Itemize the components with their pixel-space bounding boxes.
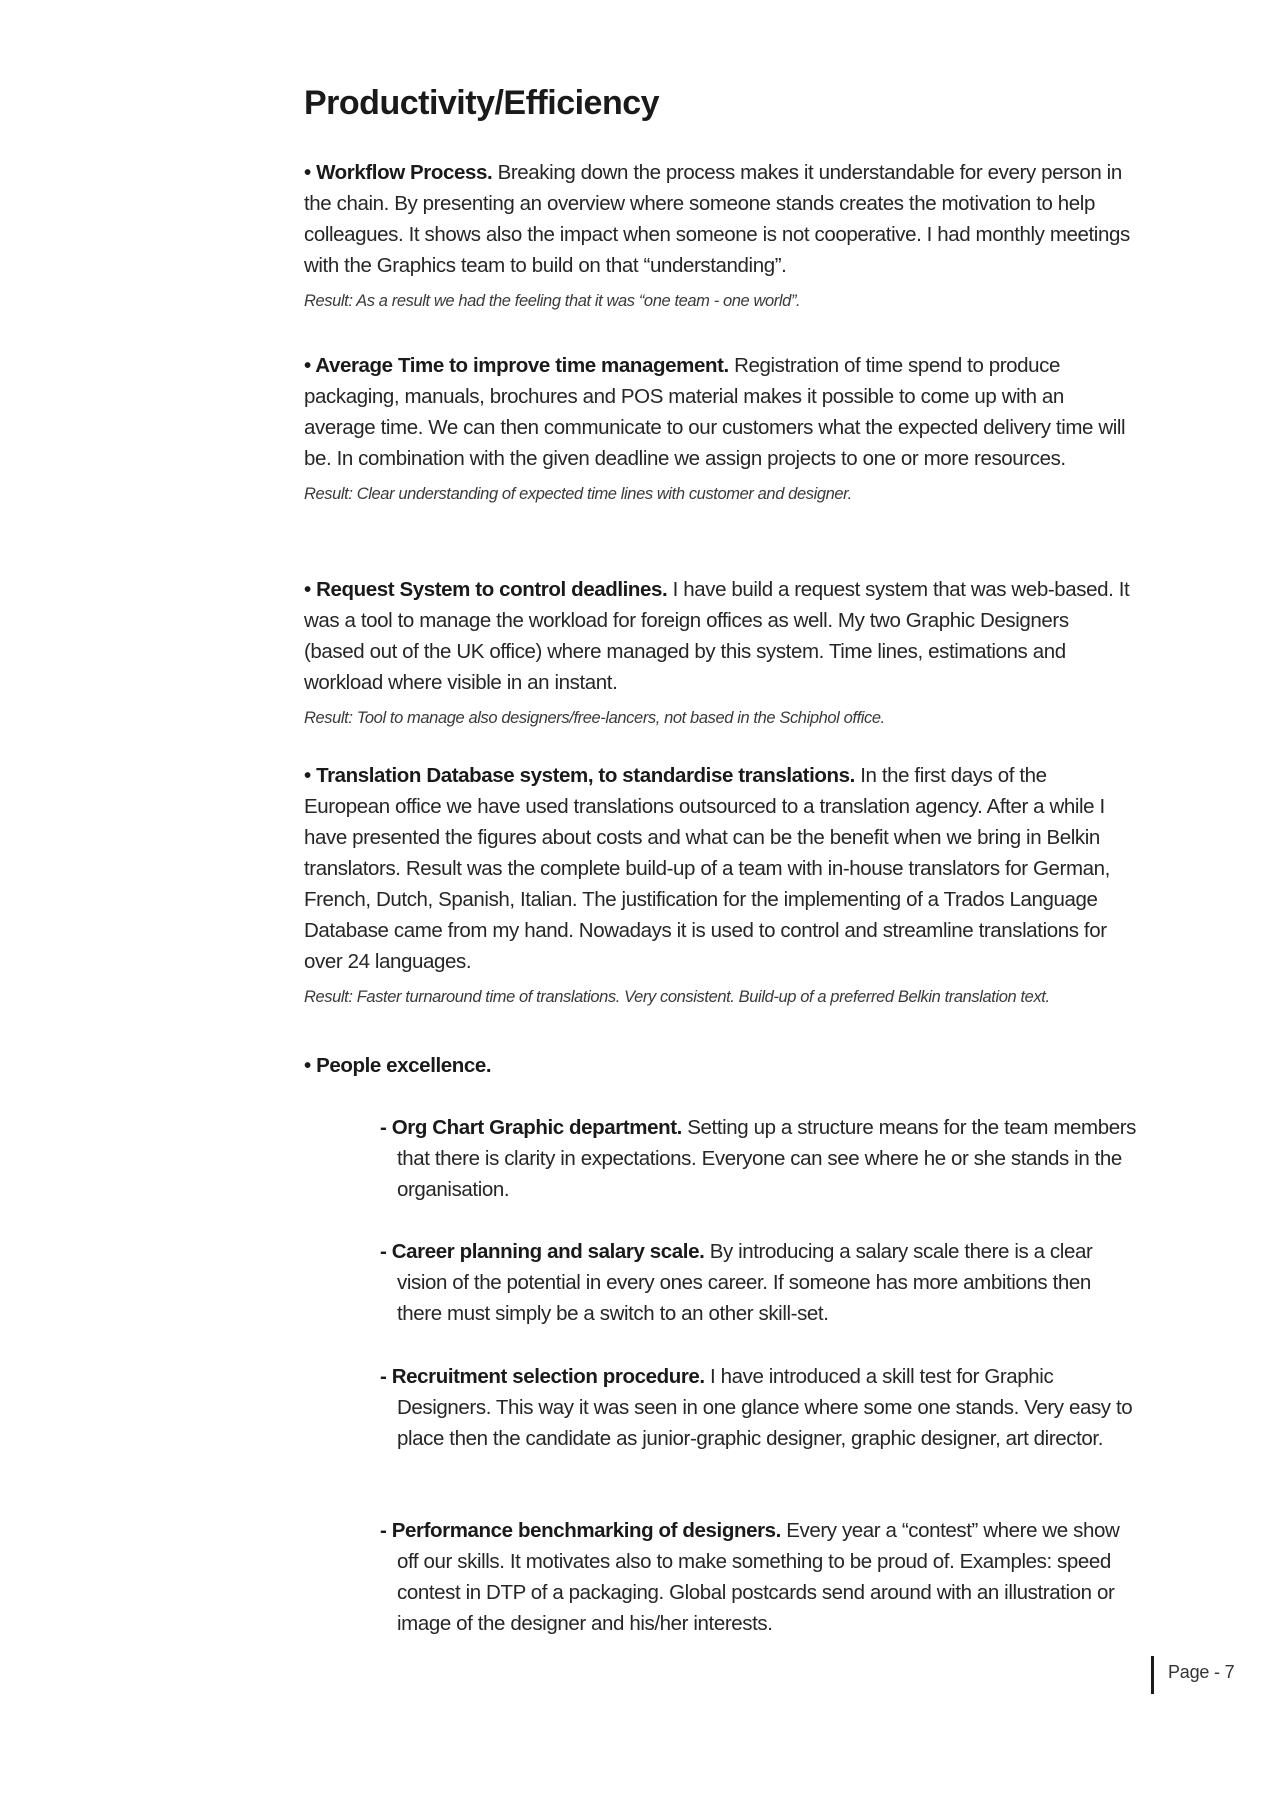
item-lead: • Translation Database system, to standardise translations.	[304, 764, 855, 787]
item-lead: • People excellence.	[304, 1054, 492, 1077]
item-body: In the first days of the European office we have used translations outsourced to a translation agency. After a while I have presented the figures about costs and what can be the benefit when we bring in Belkin translators. Result was the complete build-up of a team with in-house translators for German, French, Dutch, Spanish, Italian. The justification for the implementing of a Trados Language Database came from my hand. Nowadays it is used to control and streamline translations for over 24 languages.	[304, 764, 1110, 973]
sub-item-lead: - Org Chart Graphic department.	[380, 1116, 682, 1139]
item-average-time	[304, 350, 1134, 506]
page-number: Page - 7	[1168, 1662, 1235, 1682]
sub-item-body: By introducing a salary scale there is a clear vision of the potential in every ones career. If someone has more ambitions then there must simply be a switch to an other skill-set.	[397, 1240, 1093, 1325]
sub-item-career-planning	[380, 1236, 1140, 1329]
item-lead: • Average Time to improve time management.	[304, 354, 729, 377]
sub-item-org-chart	[380, 1112, 1140, 1205]
item-result: Result: Clear understanding of expected time lines with customer and designer.	[304, 485, 852, 503]
item-paragraph	[304, 157, 1134, 281]
sub-item-paragraph	[380, 1236, 1140, 1329]
item-people-excellence	[304, 1050, 1134, 1081]
item-result: Result: Tool to manage also designers/free-lancers, not based in the Schiphol office.	[304, 709, 885, 727]
sub-item-body: I have introduced a skill test for Graphic Designers. This way it was seen in one glance where some one stands. Very easy to place then the candidate as junior-graphic designer, graphic designer, art director.	[397, 1365, 1133, 1450]
item-request-system	[304, 574, 1134, 730]
item-workflow-process	[304, 157, 1134, 313]
page-title: Productivity/Efficiency	[304, 84, 660, 122]
sub-item-paragraph	[380, 1361, 1140, 1454]
sub-item-lead: - Recruitment selection procedure.	[380, 1365, 705, 1388]
sub-item-lead: - Performance benchmarking of designers.	[380, 1519, 781, 1542]
item-result: Result: As a result we had the feeling that it was “one team - one world”.	[304, 292, 801, 310]
item-paragraph	[304, 574, 1134, 698]
sub-item-body: Every year a “contest” where we show off our skills. It motivates also to make something to be proud of. Examples: speed contest in DTP of a packaging. Global postcards send around with an illustration or image of the designer and his/her interests.	[397, 1519, 1120, 1635]
sub-item-lead: - Career planning and salary scale.	[380, 1240, 705, 1263]
item-paragraph	[304, 350, 1134, 474]
sub-item-body: Setting up a structure means for the team members that there is clarity in expectations. Everyone can see where he or she stands in the organisation.	[397, 1116, 1136, 1201]
item-body: Registration of time spend to produce packaging, manuals, brochures and POS material makes it possible to come up with an average time. We can then communicate to our customers what the expected delivery time will be. In combination with the given deadline we assign projects to one or more resources.	[304, 354, 1126, 470]
sub-item-paragraph	[380, 1112, 1140, 1205]
item-paragraph	[304, 760, 1134, 977]
page-number-divider	[1151, 1656, 1154, 1694]
item-lead: • Workflow Process.	[304, 161, 493, 184]
item-body: I have build a request system that was web-based. It was a tool to manage the workload for foreign offices as well. My two Graphic Designers (based out of the UK office) where managed by this system. Time lines, estimations and workload where visible in an instant.	[304, 578, 1130, 694]
item-result: Result: Faster turnaround time of translations. Very consistent. Build-up of a preferred Belkin translation text.	[304, 988, 1050, 1006]
sub-item-paragraph	[380, 1515, 1140, 1639]
item-body: Breaking down the process makes it understandable for every person in the chain. By presenting an overview where someone stands creates the motivation to help colleagues. It shows also the impact when someone is not cooperative. I had monthly meetings with the Graphics team to build on that “understanding”.	[304, 161, 1130, 277]
item-translation-database	[304, 760, 1134, 1009]
item-paragraph	[304, 1050, 1134, 1081]
sub-item-performance-benchmarking	[380, 1515, 1140, 1639]
item-lead: • Request System to control deadlines.	[304, 578, 668, 601]
sub-item-recruitment	[380, 1361, 1140, 1454]
